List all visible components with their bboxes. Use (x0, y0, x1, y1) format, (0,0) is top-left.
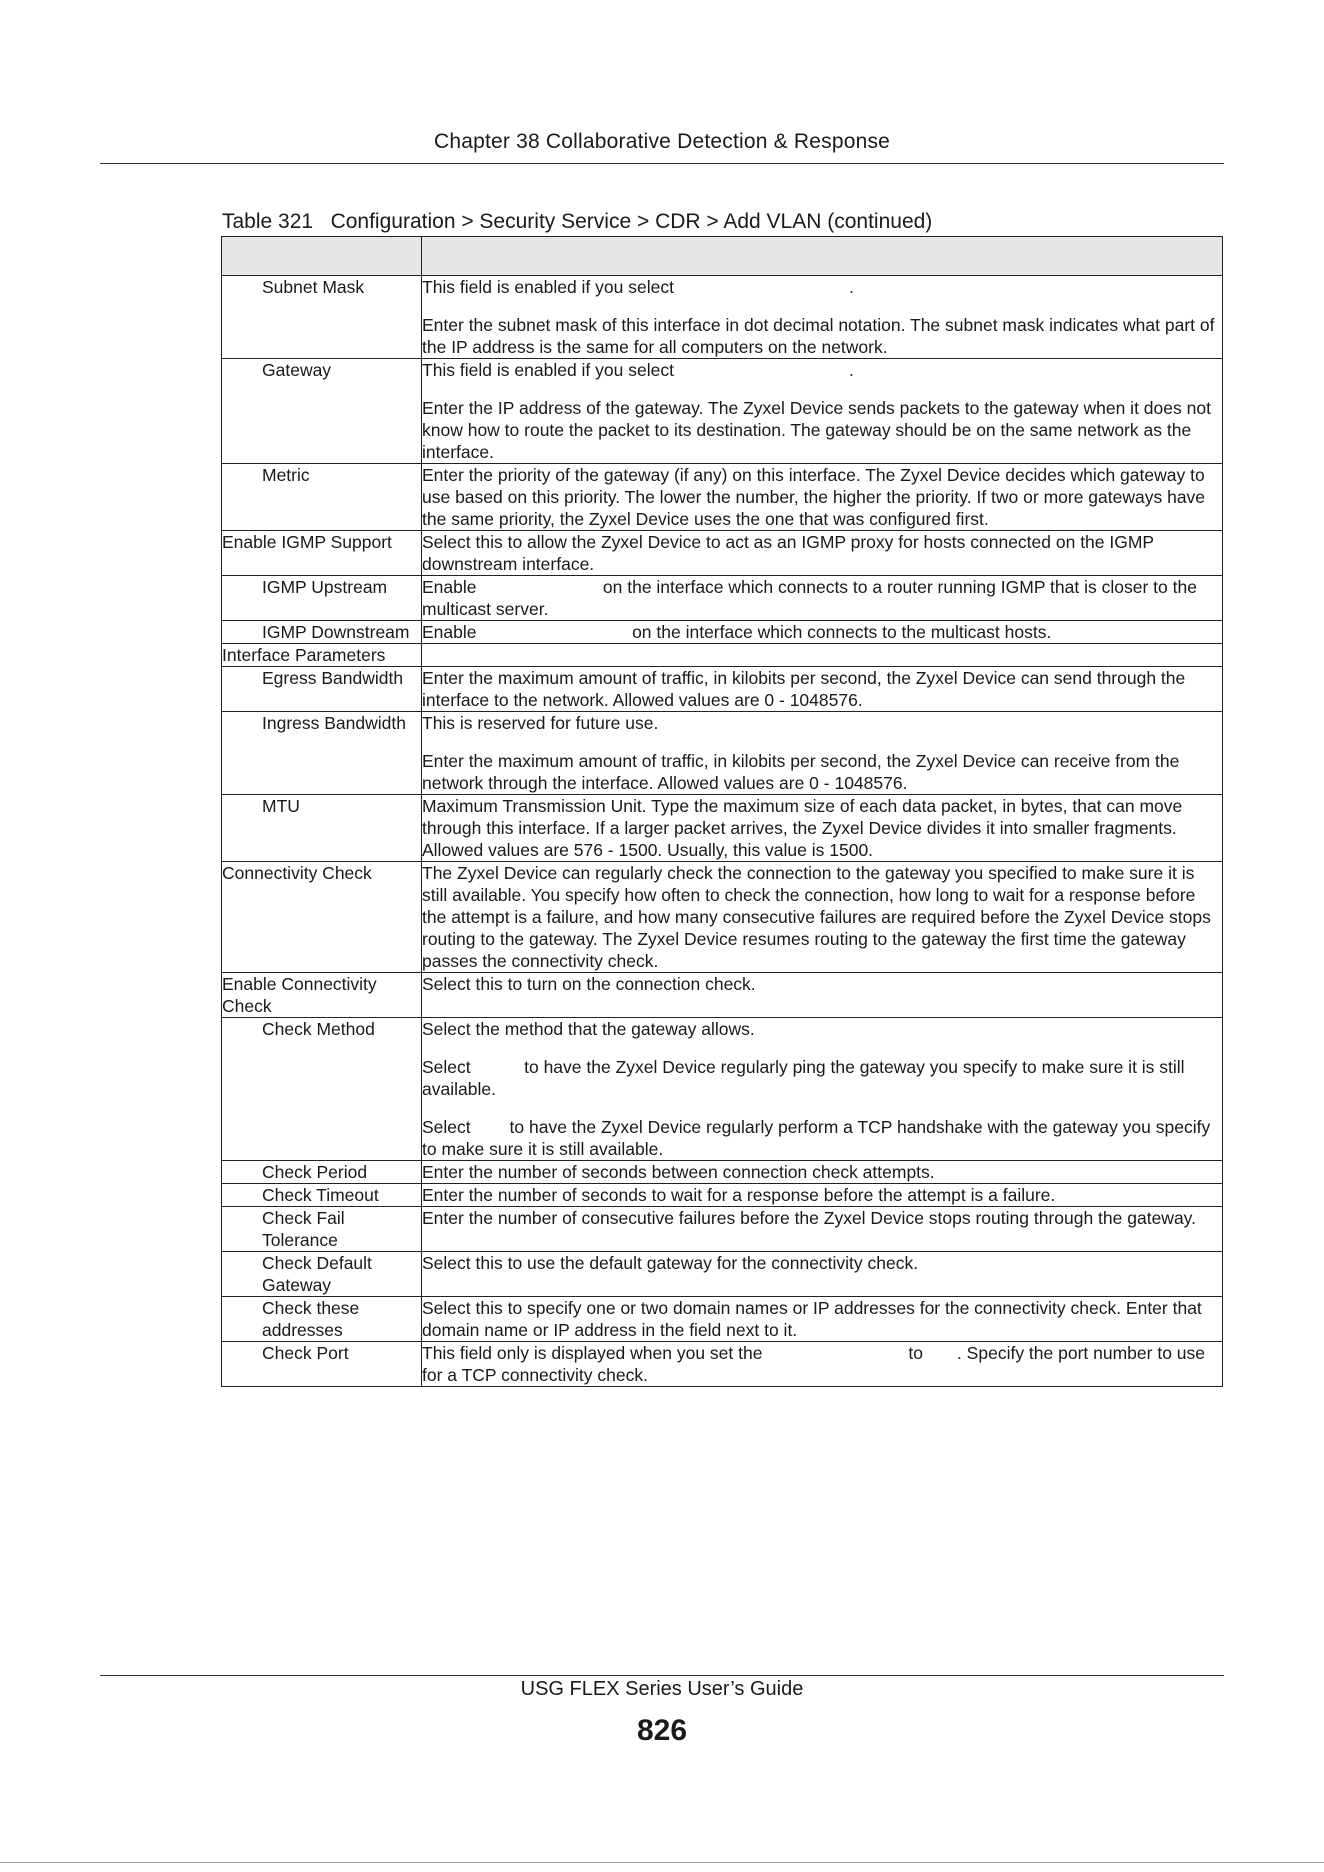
description-paragraph: This field is enabled if you select . (422, 360, 854, 380)
table-row (222, 712, 1223, 795)
description-paragraph: Enter the number of consecutive failures before the Zyxel Device stops routing through the gateway. (422, 1208, 1196, 1228)
table-row (222, 667, 1223, 712)
description-paragraph: This field is enabled if you select . (422, 277, 854, 297)
field-label: Subnet Mask (222, 276, 422, 359)
table-row (222, 464, 1223, 531)
footer-rule (100, 1675, 1224, 1676)
field-description (422, 644, 1223, 667)
field-description (422, 862, 1223, 973)
description-paragraph: Select to have the Zyxel Device regularly ping the gateway you specify to make sure it is still available. (422, 1057, 1190, 1099)
table-row (222, 621, 1223, 644)
table-row (222, 795, 1223, 862)
description-paragraph: Enter the maximum amount of traffic, in kilobits per second, the Zyxel Device can send through the interface to the network. Allowed values are 0 - 1048576. (422, 668, 1191, 710)
field-description (422, 1161, 1223, 1184)
field-description (422, 712, 1223, 795)
table-row (222, 1252, 1223, 1297)
table-row (222, 576, 1223, 621)
field-label: Enable IGMP Support (222, 531, 422, 576)
field-description (422, 531, 1223, 576)
field-label: Check Port (222, 1342, 422, 1387)
field-label: Ingress Bandwidth (222, 712, 422, 795)
table-row (222, 862, 1223, 973)
chapter-title: Chapter 38 Collaborative Detection & Response (433, 130, 891, 153)
description-paragraph: Select this to specify one or two domain names or IP addresses for the connectivity check. Enter that domain name or IP address in the field next to it. (422, 1298, 1207, 1340)
table-header-label (222, 237, 422, 276)
description-paragraph: This field only is displayed when you set the to . Specify the port number to use for a TCP connectivity check. (422, 1343, 1210, 1385)
field-description (422, 576, 1223, 621)
table-row (222, 1297, 1223, 1342)
field-label: Check Fail Tolerance (222, 1207, 422, 1252)
table-row (222, 359, 1223, 464)
field-label: MTU (222, 795, 422, 862)
table-header-row (222, 237, 1223, 276)
field-description-table (221, 236, 1223, 1387)
field-description (422, 1018, 1223, 1161)
field-description (422, 973, 1223, 1018)
field-label: Connectivity Check (222, 862, 422, 973)
field-label: IGMP Upstream (222, 576, 422, 621)
field-label: Interface Parameters (222, 644, 422, 667)
field-description (422, 1207, 1223, 1252)
table-row (222, 531, 1223, 576)
description-paragraph: Select this to use the default gateway for the connectivity check. (422, 1253, 919, 1273)
table-caption: Table 321 Configuration > Security Service > CDR > Add VLAN (continued) (222, 210, 933, 233)
field-label: Egress Bandwidth (222, 667, 422, 712)
field-label: Check Timeout (222, 1184, 422, 1207)
description-paragraph: Maximum Transmission Unit. Type the maximum size of each data packet, in bytes, that can move through this interface. If a larger packet arrives, the Zyxel Device divides it into smaller fragments. Allowed values are 576 - 1500. Usually, this value is 1500. (422, 796, 1188, 860)
description-paragraph: Enter the IP address of the gateway. The Zyxel Device sends packets to the gateway when it does not know how to route the packet to its destination. The gateway should be on the same network as the interface. (422, 398, 1216, 462)
header-rule (100, 163, 1224, 164)
description-paragraph: Enable on the interface which connects to the multicast hosts. (422, 622, 1052, 642)
table-header-description (422, 237, 1223, 276)
description-paragraph: Enter the number of seconds to wait for a response before the attempt is a failure. (422, 1185, 1056, 1205)
page-number: 826 (636, 1714, 688, 1747)
description-paragraph: Enter the number of seconds between connection check attempts. (422, 1162, 935, 1182)
table-row (222, 1184, 1223, 1207)
field-description (422, 667, 1223, 712)
description-paragraph: Select the method that the gateway allows. (422, 1019, 755, 1039)
description-paragraph: Enter the subnet mask of this interface in dot decimal notation. The subnet mask indicates what part of the IP address is the same for all computers on the network. (422, 315, 1220, 357)
field-description (422, 1297, 1223, 1342)
description-paragraph: Select this to allow the Zyxel Device to act as an IGMP proxy for hosts connected on the IGMP downstream interface. (422, 532, 1159, 574)
field-description (422, 276, 1223, 359)
field-description (422, 1252, 1223, 1297)
field-description (422, 359, 1223, 464)
page-edge (0, 1862, 1324, 1863)
field-label: Enable Connectivity Check (222, 973, 422, 1018)
table-row (222, 644, 1223, 667)
field-label: IGMP Downstream (222, 621, 422, 644)
field-label: Check Period (222, 1161, 422, 1184)
field-description (422, 621, 1223, 644)
field-description (422, 1184, 1223, 1207)
table-row (222, 1161, 1223, 1184)
description-paragraph: Enter the priority of the gateway (if any) on this interface. The Zyxel Device decides which gateway to use based on this priority. The lower the number, the higher the priority. If two or more gateways have the same priority, the Zyxel Device uses the one that was configured first. (422, 465, 1210, 529)
field-label: Metric (222, 464, 422, 531)
description-paragraph: The Zyxel Device can regularly check the connection to the gateway you specified to make sure it is still available. You specify how often to check the connection, how long to wait for a response before the attempt is a failure, and how many consecutive failures are required before the Zyxel Device stops routing to the gateway. The Zyxel Device resumes routing to the gateway the first time the gateway passes the connectivity check. (422, 863, 1216, 971)
table-row (222, 1018, 1223, 1161)
table-row (222, 276, 1223, 359)
field-label: Check Default Gateway (222, 1252, 422, 1297)
field-description (422, 795, 1223, 862)
field-label: Check Method (222, 1018, 422, 1161)
description-paragraph: Enable on the interface which connects to a router running IGMP that is closer to the multicast server. (422, 577, 1202, 619)
table-row (222, 973, 1223, 1018)
table-row (222, 1207, 1223, 1252)
field-label: Gateway (222, 359, 422, 464)
description-paragraph: Select to have the Zyxel Device regularly perform a TCP handshake with the gateway you specify to make sure it is still available. (422, 1117, 1216, 1159)
field-label: Check these addresses (222, 1297, 422, 1342)
table-body (222, 276, 1223, 1387)
field-description (422, 464, 1223, 531)
description-paragraph: Select this to turn on the connection check. (422, 974, 756, 994)
field-description (422, 1342, 1223, 1387)
table-row (222, 1342, 1223, 1387)
description-paragraph: This is reserved for future use. (422, 713, 659, 733)
description-paragraph: Enter the maximum amount of traffic, in kilobits per second, the Zyxel Device can receive from the network through the interface. Allowed values are 0 - 1048576. (422, 751, 1185, 793)
guide-title: USG FLEX Series User’s Guide (520, 1678, 804, 1700)
